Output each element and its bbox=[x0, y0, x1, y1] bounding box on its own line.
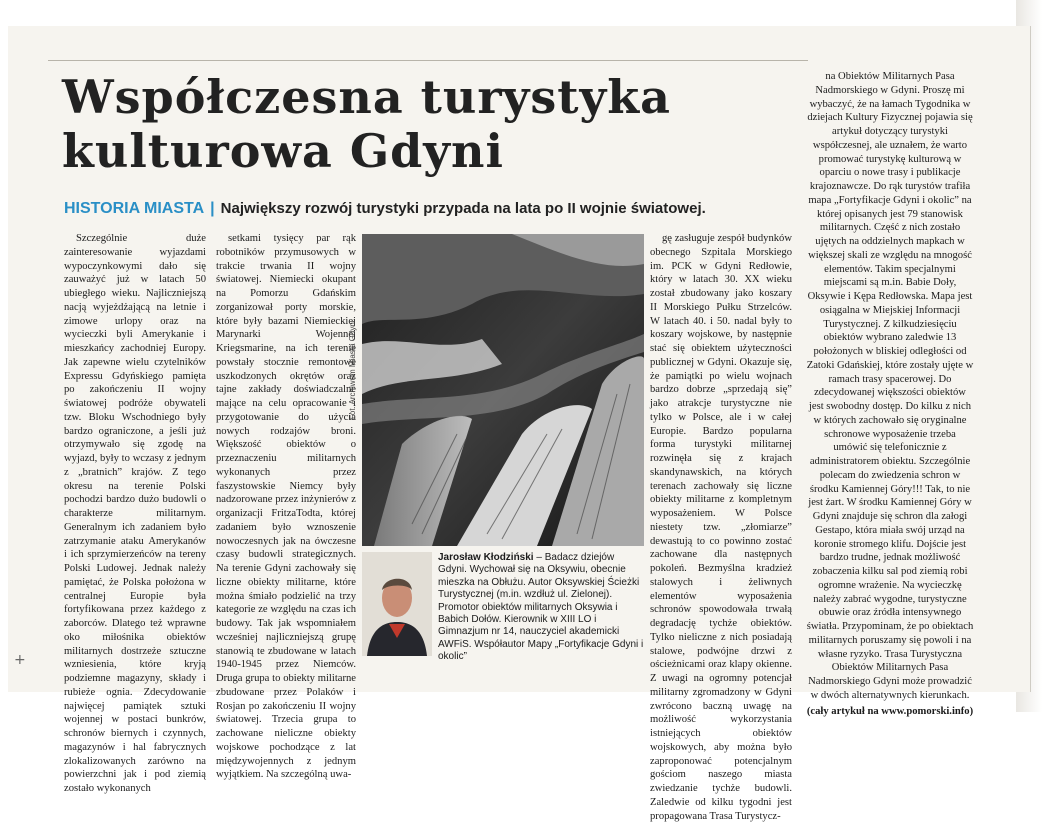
article-footer-link: (cały artykuł na www.pomorski.info) bbox=[806, 705, 974, 717]
article-title: Współczesna turystyka kulturowa Gdyni bbox=[62, 70, 671, 178]
column-3-text: gę zasługuje zespół budynków obecnego Szpitala Morskiego im. PCK w Gdyni Redłowie, który w latach 30. XX wieku został zbudowany jako koszary II Morskiego Pułku Strzelców. W latach 40. i 50. nadal były to koszary wojskowe, by następnie stać się obiektem użyteczności publicznej w Gdyni. Okazuje się, że pamiątki po wielu wojnach bardzo dobrze „sprzedają się” jako atrakcje turystyczne nie tylko w Polsce, ale i w całej Europie. Bardzo popularna forma turystyki militarnej rozwinęła się z krajach skandynawskich, na których terenach zachowały się liczne obiekty militarne z kompletnym wyposażeniem. W Polsce niestety tzw. „złomiarze” dewastują to co powinno zostać zachowane dla następnych pokoleń. Bezmyślna kradzież stalowych i żeliwnych elementów wyposażenia schronów spowodowała trwałą degradację tychże obiektów. Tylko nieliczne z nich posiadają stalowe, podwójne drzwi z ościeżnicami oraz klapy okienne. Z uwagi na ogromny potencjał militarny zgromadzony w Gdyni zwrócono baczną uwagę na możliwość wykorzystania istniejących obiektów wojskowych, aby można było zaproponować potencjalnym gościom naszego miasta zwiedzanie tychże budowli. Zaledwie od kilku tygodni jest propagowana Trasa Turystycz- bbox=[650, 233, 792, 822]
author-bio bbox=[438, 552, 644, 664]
photo-credit: Fot. Archiwum Miasta Gdyni bbox=[348, 320, 357, 420]
author-photo-image bbox=[362, 552, 432, 656]
text-column-3 bbox=[650, 232, 792, 822]
text-column-2 bbox=[216, 232, 356, 781]
harbor-aerial-image bbox=[362, 234, 644, 546]
article-photo bbox=[362, 234, 644, 546]
crop-mark: + bbox=[14, 652, 26, 668]
text-column-1 bbox=[64, 232, 206, 794]
author-bio-text: – Badacz dziejów Gdyni. Wychował się na Oksywiu, obecnie mieszka na Obłużu. Autor Oksywskiej Ścieżki Turystycznej (m.in. wzdłuż ul. Zielonej). Promotor obiektów militarnych Oksywia i Babich Dołów. Kierownik w XIII LO i Gimnazjum nr 14, nauczyciel akademicki AWFiS. Współautor Mapy „Fortyfikacje Gdyni i okolic” bbox=[438, 552, 644, 663]
column-1-text: Szczególnie duże zainteresowanie wyjazdami wypoczynkowymi dało się zauważyć już w latach 50 ubiegłego wieku. Najliczniejszą nacją wyjeżdżającą na letnie i zimowe urlopy oraz na wycieczki byli Amerykanie i mieszkańcy zachodniej Europy. Jak zapewne wielu czytelników Expressu Gdyńskiego pamięta po zakończeniu II wojny światowej podróże obywateli tzw. Bloku Wschodniego były bardzo ograniczone, a jeśli już otrzymywało się zgodę na wyjazd, były to wczasy z jednym z „bratnich” krajów. Z tego okresu na terenie Polski pochodzi bardzo dużo budowli o charakterze militarnym. Generalnym ich zadaniem było zatrzymanie ataku Amerykanów i ich sprzymierzeńców na tereny Polski Ludowej. Jednak należy pamiętać, że Polska położona w centralnej Europie była fortyfikowana przez każdego z zaborców. Dlatego też wprawne oko miłośnika obiektów militarnych dostrzeże sztuczne wzniesienia, które kryją podziemne magazyny, składy i rubieże ognia. Zdecydowanie najwięcej pamiątek sztuki wojennej w postaci bunkrów, schronów biernych i czynnych, magazynów i hal fabrycznych zlokalizowanych zarówno na powierzchni jak i pod ziemią zostało wykonanych bbox=[64, 233, 206, 794]
text-column-4 bbox=[806, 70, 974, 717]
section-separator: | bbox=[210, 200, 215, 217]
column-4-text: na Obiektów Militarnych Pasa Nadmorskiego w Gdyni. Proszę mi wybaczyć, że na łamach Tygodnika w dziejach Kultury Fizycznej pojawia się artykuł dotyczący turystyki współczesnej, ale uznałem, że warto promować turystykę kulturową w oparciu o nowe trasy i publikacje krajoznawcze. Do rąk turystów trafiła mapa „Fortyfikacje Gdyni i okolic” na której opisanych jest 79 stanowisk militarnych. Część z nich zostało ujętych na oddzielnych mapkach w większej skali ze względu na mnogość elementów. Takim specjalnymi miejscami są m.in. Babie Doły, Oksywie i Kępa Redłowska. Mapa jest osiągalna w Miejskiej Informacji Turystycznej. Z kilkudziesięciu obiektów wybrano zaledwie 13 położonych w bliskiej odległości od Zatoki Gdańskiej, które zostały ujęte w ramach trasy spacerowej. Do zdecydowanej większości obiektów jest swobodny dostęp. Do kilku z nich w których zachowało się oryginalne schronowe wyposażenie trzeba umówić się telefonicznie z administratorem obiektu. Szczególnie polecam do zwiedzenia schron w środku Kamiennej Góry!!! Tak, to nie jest żart. W środku Kamiennej Góry w Gdyni znajduje się schron dla załogi Gestapo, która miała swój urząd na koronie stromego klifu. Dojście jest bardzo trudne, jednak możliwość zobaczenia kilku sal pod ziemią robi ogromne wrażenie. Na wycieczkę należy zabrać wygodne, turystyczne obuwie oraz źródła intensywnego światła. Przypominam, że po obiektach militarnych poruszamy się powoli i na własne ryzyko. Trasa Turystyczna Obiektów Militarnych Pasa Nadmorskiego Gdyni może prowadzić w dwóch alternatywnych kierunkach. bbox=[806, 71, 974, 701]
column-2-text: setkami tysięcy par rąk robotników przymusowych w trakcie trwania II wojny światowej. Niemiecki okupant na Pomorzu Gdańskim zorganizował porty morskie, które były bazami Niemieckiej Marynarki Wojennej Kriegsmarine, na ich terenie powstały stocznie remontowe uszkodzonych okrętów oraz tajne zakłady doświadczalne mające na celu opracowanie i przygotowanie do użycia nowych rodzajów broni. Większość obiektów o przeznaczeniu militarnych wykonanych przez faszystowskie Niemcy były nadzorowane przez inżynierów z organizacji FritzaTodta, której zadaniem było wznoszenie nowoczesnych jak na ówczesne czasy budowli strategicznych. Na terenie Gdyni zachowały się liczne obiekty militarne, które można śmiało podzielić na trzy kategorie ze względu na czas ich budowy. Tak jak wspomniałem wcześniej najliczniejszą grupę stanowią te zbudowane w latach 1940-1945 przez Niemców. Druga grupa to obiekty militarne zbudowane przez Polaków i Rosjan po zakończeniu II wojny światowej. Trzecia grupa to zachowane nieliczne obiekty wojskowe pochodzące z lat międzywojennych z jednym wyjątkiem. Na szczególną uwa- bbox=[216, 233, 356, 781]
article-lead: Największy rozwój turystyki przypada na lata po II wojnie światowej. bbox=[220, 200, 706, 217]
section-label: HISTORIA MIASTA bbox=[64, 200, 205, 217]
article-kicker bbox=[64, 200, 824, 218]
author-name: Jarosław Kłodziński bbox=[438, 552, 534, 563]
header-rule bbox=[48, 60, 808, 61]
author-portrait bbox=[362, 552, 432, 656]
